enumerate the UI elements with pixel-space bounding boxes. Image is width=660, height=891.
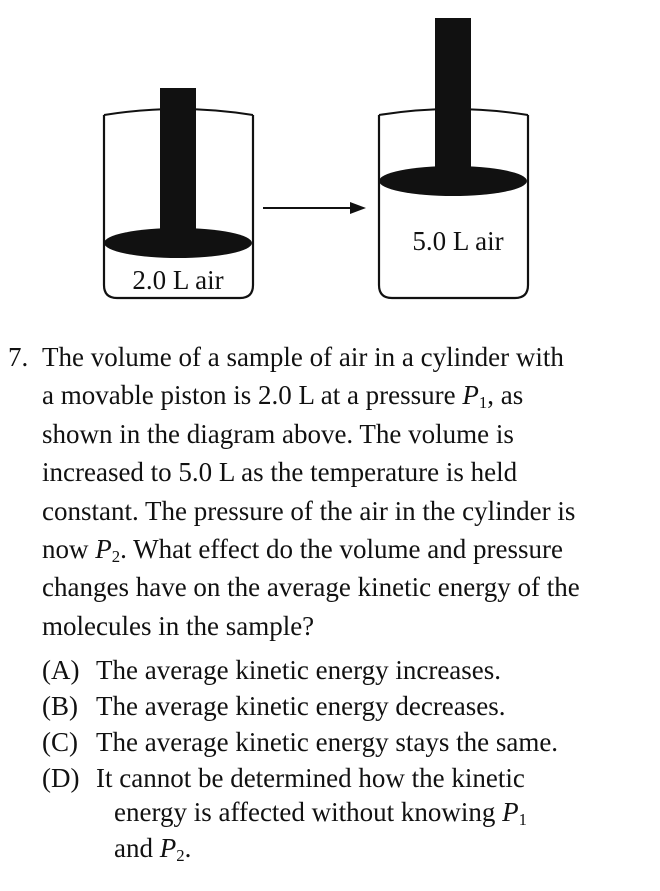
subscript-1: 1 xyxy=(478,393,488,413)
choice-b-letter: (B) xyxy=(42,691,78,721)
choice-a-text: The average kinetic energy increases. xyxy=(96,655,502,685)
choice-d-line-3 xyxy=(114,830,191,866)
process-arrow xyxy=(263,202,366,214)
stem-line-4: increased to 5.0 L as the temperature is held xyxy=(42,457,518,488)
right-volume-label: 5.0 L air xyxy=(412,226,504,256)
stem-line-2-text: a movable piston is 2.0 L at a pressure xyxy=(42,380,463,411)
choice-c-text: The average kinetic energy stays the same. xyxy=(96,727,559,757)
choice-b-text: The average kinetic energy decreases. xyxy=(96,691,506,721)
stem-line-6-tail: . What effect do the volume and pressure xyxy=(120,534,563,565)
subscript-2: 2 xyxy=(111,547,121,567)
choice-d-var-p2: P xyxy=(159,833,177,863)
stem-line-1: The volume of a sample of air in a cylinder with xyxy=(42,342,564,372)
right-piston-rod xyxy=(435,18,471,184)
piston-diagram xyxy=(0,0,660,330)
choice-c-letter: (C) xyxy=(42,727,78,757)
right-cylinder xyxy=(379,18,528,298)
pressure-var-p2: P xyxy=(95,534,112,565)
choice-d-subscript-1: 1 xyxy=(518,810,528,830)
choice-d-letter: (D) xyxy=(42,763,80,793)
choice-d-line-3-prefix: and xyxy=(114,833,160,863)
choice-d-subscript-2: 2 xyxy=(176,846,185,866)
question-number: 7. xyxy=(8,342,29,372)
left-volume-label: 2.0 L air xyxy=(132,265,224,295)
stem-line-7: changes have on the average kinetic energy of the xyxy=(42,572,580,603)
stem-line-3: shown in the diagram above. The volume is xyxy=(42,418,514,449)
stem-line-2-tail: , as xyxy=(487,380,524,411)
stem-line-8: molecules in the sample? xyxy=(42,610,315,641)
choice-d-line-3-suffix: . xyxy=(184,833,192,863)
stem-line-6-text: now xyxy=(42,534,96,565)
question-stem xyxy=(42,338,652,645)
pressure-var-p1: P xyxy=(462,380,479,411)
choice-a-letter: (A) xyxy=(42,655,80,685)
choice-d-line-2 xyxy=(114,794,527,830)
choice-d-line-2-text: energy is affected without knowing xyxy=(114,797,503,827)
left-cylinder xyxy=(104,88,253,298)
stem-line-6 xyxy=(42,530,652,568)
stem-line-2 xyxy=(42,376,652,414)
choice-d-text: It cannot be determined how the kinetic xyxy=(96,763,525,793)
choice-d-var-p1: P xyxy=(502,797,519,827)
stem-line-5: constant. The pressure of the air in the cylinder is xyxy=(42,495,576,526)
left-piston-rod xyxy=(160,88,196,248)
